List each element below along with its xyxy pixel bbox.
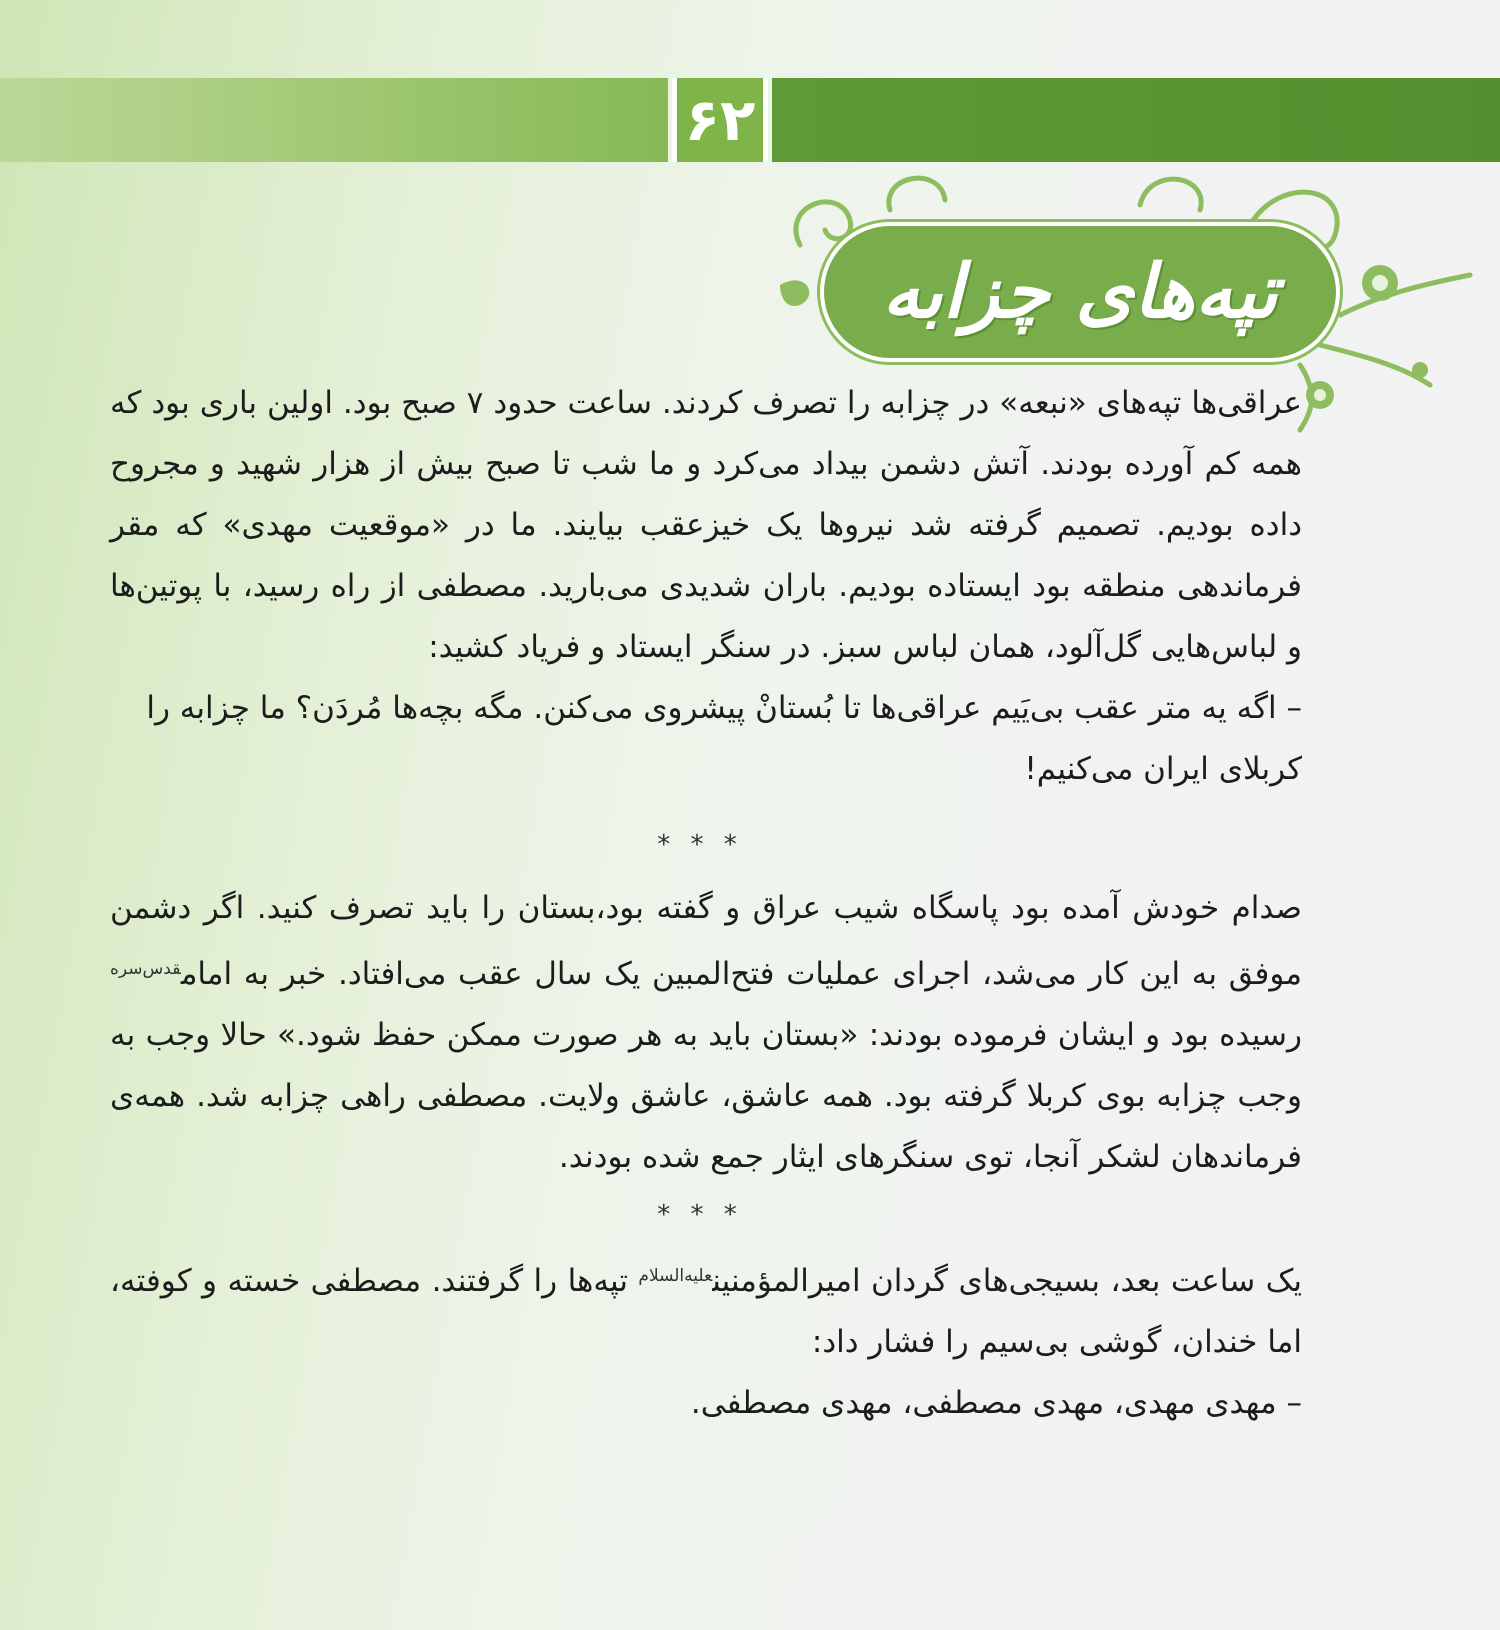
header-band-left	[0, 78, 668, 162]
section-1	[110, 373, 1302, 800]
honorific-mark: علیه‌السلام	[638, 1266, 713, 1286]
paragraph	[110, 878, 1302, 1188]
page-number: ۶۲	[672, 78, 768, 162]
paragraph-end: تپه‌ها را گرفتند. مصطفی خسته و کوفته، اما خندان، گوشی بی‌سیم را فشار داد:	[110, 1263, 1302, 1360]
chapter-title-badge	[820, 222, 1340, 362]
dialogue-line: – اگه یه متر عقب بی‌یَیم عراقی‌ها تا بُستانْ پیشروی می‌کنن. مگه بچه‌ها مُردَن؟ ما چزابه را کربلای ایران می‌کنیم!	[146, 690, 1302, 787]
dialogue-line: – مهدی مهدی، مهدی مصطفی، مهدی مصطفی.	[690, 1385, 1302, 1421]
section-separator: * * *	[657, 830, 743, 860]
chapter-title: تپه‌های چزابه	[882, 249, 1278, 335]
honorific-mark: قدس‌سره	[110, 959, 181, 979]
paragraph: عراقی‌ها تپه‌های «نبعه» در چزابه را تصرف کردند. ساعت حدود ۷ صبح بود. اولین باری بود که همه کم آورده بودند. آتش دشمن بیداد می‌کرد و ما شب تا صبح بیش از هزار شهید و مجروح داده بودیم. تصمیم گرفته شد نیروها یک خیزعقب بیایند. ما در «موقعیت مهدی» که مقر فرماندهی منطقه بود ایستاده بودیم. باران شدیدی می‌بارید. مصطفی از راه رسید، با پوتین‌ها و لباس‌هایی گل‌آلود، همان لباس سبز. در سنگر ایستاد و فریاد کشید:	[110, 385, 1302, 665]
section-separator: * * *	[657, 1200, 743, 1230]
paragraph	[110, 1246, 1302, 1373]
header-band-right	[772, 78, 1500, 162]
paragraph-start: صدام خودش آمده بود پاسگاه شیب عراق و گفته بود،بستان را باید تصرف کنید. اگر دشمن موفق به این کار می‌شد، اجرای عملیات فتح‌المبین یک سال عقب می‌افتاد. خبر به امام	[110, 890, 1302, 992]
section-2	[110, 878, 1302, 1188]
paragraph-start: یک ساعت بعد، بسیجی‌های گردان امیرالمؤمنین	[712, 1263, 1302, 1299]
paragraph-end: رسیده بود و ایشان فرموده بودند: «بستان باید به هر صورت ممکن حفظ شود.» حالا وجب به وجب چزابه بوی کربلا گرفته بود. همه عاشق، عاشق ولایت. مصطفی راهی چزابه شد. همه‌ی فرماندهان لشکر آنجا، توی سنگرهای ایثار جمع شده بودند.	[110, 1017, 1302, 1175]
section-3	[110, 1246, 1302, 1434]
